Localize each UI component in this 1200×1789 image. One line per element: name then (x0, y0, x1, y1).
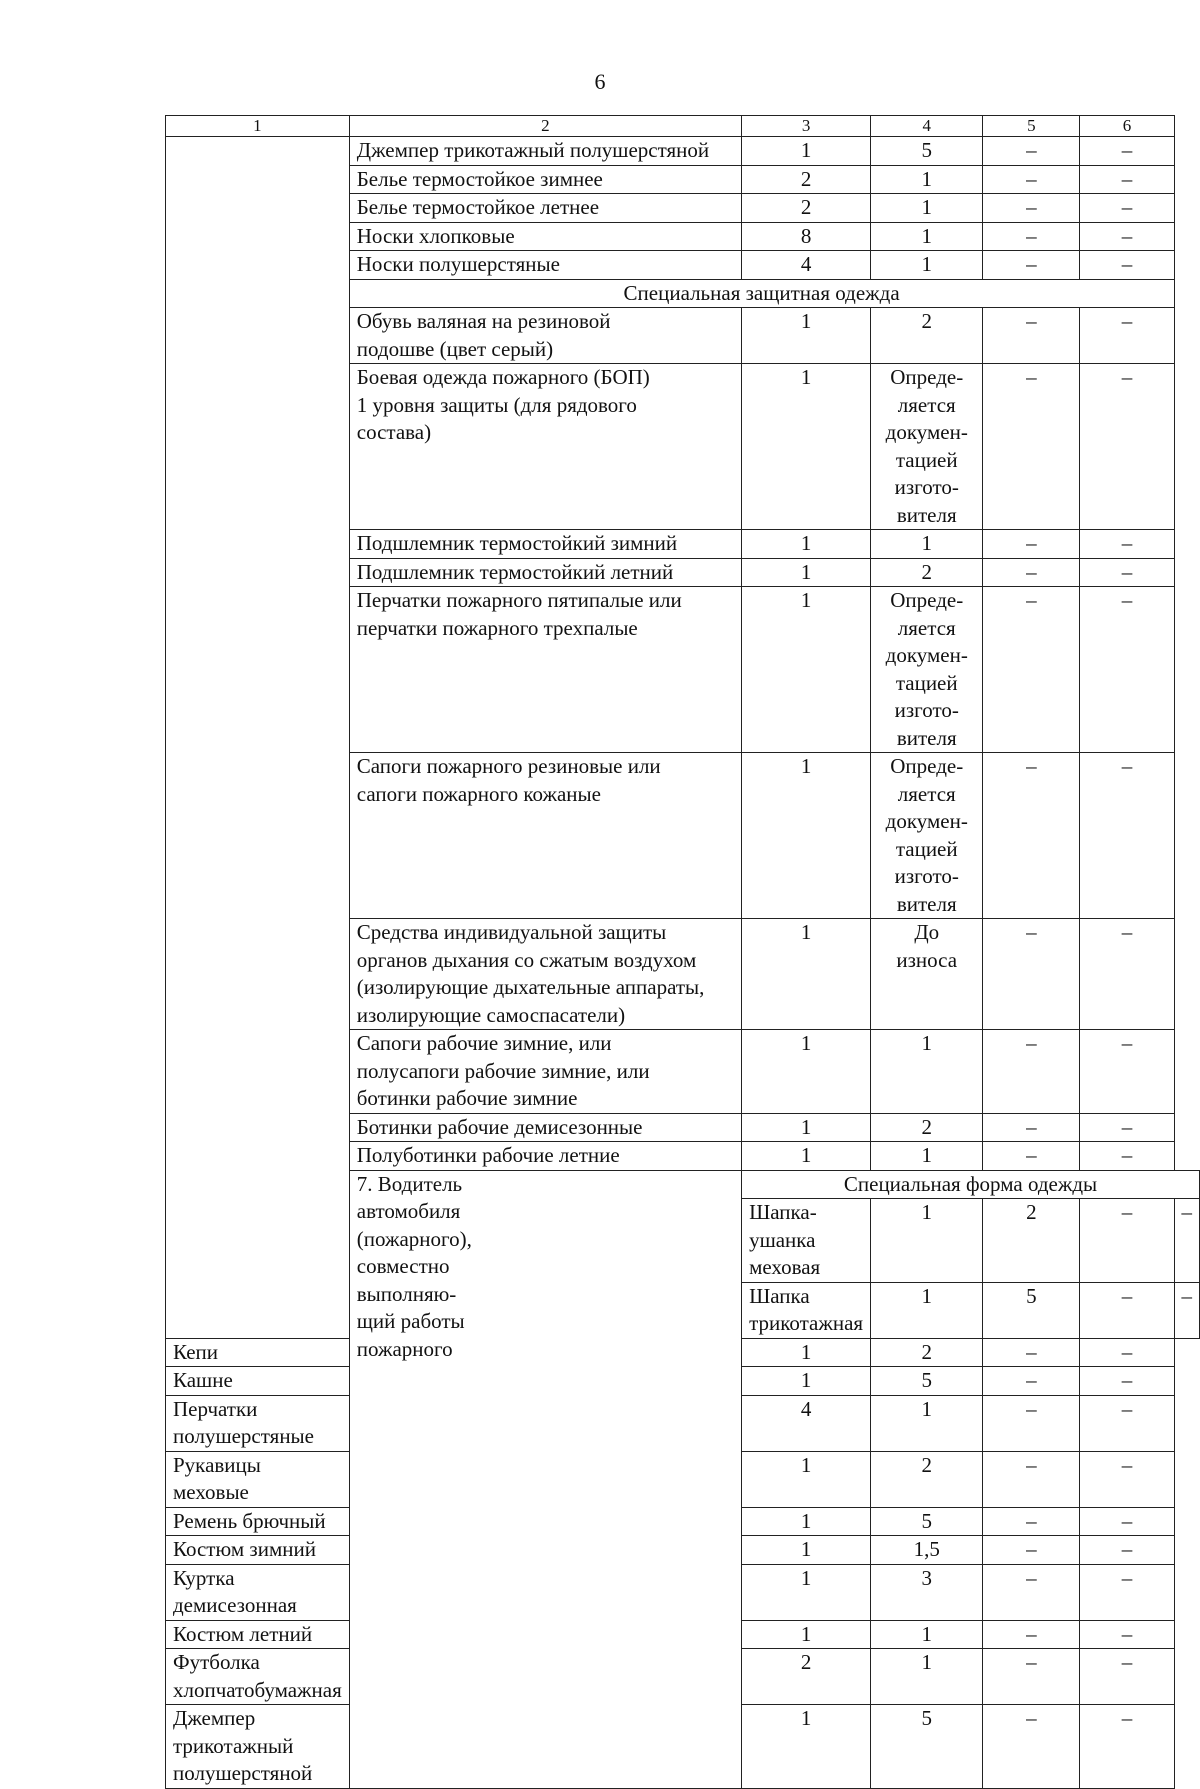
item-name: Перчатки полушерстяные (166, 1395, 350, 1451)
item-col6: – (1080, 222, 1174, 251)
item-name: Подшлемник термостойкий зимний (349, 530, 741, 559)
item-col6: – (1080, 530, 1174, 559)
item-name-line: полусапоги рабочие зимние, или (356, 1058, 650, 1083)
item-name (349, 919, 741, 1030)
item-term: 2 (871, 1338, 983, 1367)
item-name: Кепи (166, 1338, 350, 1367)
item-col6: – (1080, 1649, 1174, 1705)
item-name-line: изолирующие самоспасатели) (356, 1002, 626, 1027)
item-term: 2 (871, 1451, 983, 1507)
item-col6: – (1080, 1705, 1174, 1789)
item-qty: 1 (742, 1564, 871, 1620)
item-col6: – (1080, 753, 1174, 919)
item-col5: – (983, 919, 1080, 1030)
position-cell (349, 1170, 741, 1788)
item-term: 2 (871, 558, 983, 587)
item-col5: – (983, 194, 1080, 223)
item-col6: – (1080, 1142, 1174, 1171)
item-name: Носки полушерстяные (349, 251, 741, 280)
header-row (166, 116, 1200, 137)
item-name-line: состава) (356, 420, 432, 444)
item-col6: – (1080, 308, 1174, 364)
term-line: тацией (895, 447, 958, 472)
item-col5: – (983, 1705, 1080, 1789)
item-term: 1 (871, 1620, 983, 1649)
item-qty: 1 (742, 1507, 871, 1536)
term-line: тацией (895, 670, 958, 695)
item-term: 1 (871, 222, 983, 251)
item-term: 2 (871, 1113, 983, 1142)
item-name-line: Сапоги рабочие зимние, или (356, 1031, 612, 1055)
item-qty: 1 (742, 919, 871, 1030)
item-qty: 4 (742, 251, 871, 280)
item-name: Подшлемник термостойкий летний (349, 558, 741, 587)
item-name: Куртка демисезонная (166, 1564, 350, 1620)
item-term: 5 (871, 1507, 983, 1536)
item-term: 1 (871, 1142, 983, 1171)
item-col6: – (1080, 194, 1174, 223)
item-col5: – (983, 1536, 1080, 1565)
position-line: 7. Водитель (356, 1171, 463, 1196)
item-col6: – (1080, 364, 1174, 530)
item-name: Костюм летний (166, 1620, 350, 1649)
norms-table (165, 115, 1200, 1789)
item-col5: – (1080, 1199, 1174, 1283)
item-qty: 1 (742, 558, 871, 587)
item-name: Белье термостойкое летнее (349, 194, 741, 223)
item-qty: 1 (742, 753, 871, 919)
item-qty: 1 (742, 1113, 871, 1142)
item-term: 3 (871, 1564, 983, 1620)
term-line: вителя (896, 725, 957, 750)
item-col6: – (1174, 1199, 1200, 1283)
item-col6: – (1080, 919, 1174, 1030)
item-qty: 1 (742, 1367, 871, 1396)
item-col6: – (1080, 1536, 1174, 1565)
section-subheading: Специальная защитная одежда (349, 279, 1174, 308)
item-qty: 4 (742, 1395, 871, 1451)
item-qty: 1 (742, 1338, 871, 1367)
item-qty: 1 (871, 1282, 983, 1338)
term-line: Опреде- (890, 588, 964, 612)
item-qty: 1 (742, 1705, 871, 1789)
item-col6: – (1080, 1507, 1174, 1536)
item-name: Ремень брючный (166, 1507, 350, 1536)
item-name (349, 1030, 741, 1114)
item-term (871, 919, 983, 1030)
table-row (166, 137, 1200, 166)
term-line: ляется (897, 392, 956, 417)
item-col5: – (983, 753, 1080, 919)
item-col5: – (983, 587, 1080, 753)
item-name: Белье термостойкое зимнее (349, 165, 741, 194)
item-col6: – (1080, 1395, 1174, 1451)
item-qty: 1 (742, 1620, 871, 1649)
item-name-line: Обувь валяная на резиновой (356, 309, 611, 333)
item-name: Шапка-ушанка меховая (742, 1199, 871, 1283)
term-line: тацией (895, 836, 958, 861)
item-col5: – (983, 1367, 1080, 1396)
item-name: Носки хлопковые (349, 222, 741, 251)
item-term: 5 (983, 1282, 1080, 1338)
item-name (349, 308, 741, 364)
header-col-5: 5 (983, 116, 1080, 137)
position-line: выполняю- (356, 1281, 457, 1306)
item-term: 1 (871, 251, 983, 280)
item-name: Кашне (166, 1367, 350, 1396)
item-term (871, 587, 983, 753)
item-name: Джемпер трикотажный полушерстяной (349, 137, 741, 166)
item-col5: – (983, 530, 1080, 559)
item-term: 1 (871, 1395, 983, 1451)
header-col-2: 2 (349, 116, 741, 137)
item-qty: 1 (871, 1199, 983, 1283)
item-term: 5 (871, 1705, 983, 1789)
item-col6: – (1080, 587, 1174, 753)
item-term: 1 (871, 1030, 983, 1114)
term-line: ляется (897, 781, 956, 806)
header-col-3: 3 (742, 116, 871, 137)
item-qty: 1 (742, 587, 871, 753)
item-name-line: 1 уровня защиты (для рядового (356, 392, 637, 417)
item-qty: 1 (742, 1142, 871, 1171)
item-name: Футболка хлопчатобумажная (166, 1649, 350, 1705)
item-term: 5 (871, 137, 983, 166)
item-col5: – (983, 1649, 1080, 1705)
position-line: пожарного (356, 1336, 453, 1361)
position-cell-empty (166, 137, 350, 1339)
item-term: 5 (871, 1367, 983, 1396)
term-line: Опреде- (890, 365, 964, 389)
term-line: ляется (897, 615, 956, 640)
item-name-line: (изолирующие дыхательные аппараты, (356, 975, 705, 999)
item-col6: – (1080, 1564, 1174, 1620)
item-col6: – (1080, 1620, 1174, 1649)
item-name-line: Сапоги пожарного резиновые или (356, 754, 661, 778)
item-term: 1 (871, 165, 983, 194)
item-col5: – (983, 1142, 1080, 1171)
item-col6: – (1080, 1451, 1174, 1507)
term-line: Опреде- (890, 754, 964, 778)
item-col6: – (1174, 1282, 1200, 1338)
term-line: изгото- (894, 698, 959, 722)
item-term: 1,5 (871, 1536, 983, 1565)
item-name: Костюм зимний (166, 1536, 350, 1565)
term-line: До (914, 920, 940, 944)
item-qty: 8 (742, 222, 871, 251)
item-term: 1 (871, 530, 983, 559)
header-col-1: 1 (166, 116, 350, 137)
item-term: 2 (983, 1199, 1080, 1283)
item-qty: 2 (742, 165, 871, 194)
term-line: вителя (896, 891, 957, 916)
item-term: 1 (871, 1649, 983, 1705)
item-qty: 1 (742, 1030, 871, 1114)
item-col5: – (983, 222, 1080, 251)
item-qty: 1 (742, 137, 871, 166)
header-col-4: 4 (871, 116, 983, 137)
item-col5: – (983, 364, 1080, 530)
term-line: докумен- (885, 420, 968, 444)
item-col5: – (983, 165, 1080, 194)
item-col6: – (1080, 165, 1174, 194)
item-qty: 2 (742, 194, 871, 223)
item-col5: – (983, 1620, 1080, 1649)
item-col6: – (1080, 251, 1174, 280)
item-name: Ботинки рабочие демисезонные (349, 1113, 741, 1142)
header-col-6: 6 (1080, 116, 1174, 137)
item-qty: 1 (742, 364, 871, 530)
term-line: докумен- (885, 643, 968, 667)
section-subheading: Специальная форма одежды (742, 1170, 1200, 1199)
item-col5: – (983, 251, 1080, 280)
item-qty: 1 (742, 530, 871, 559)
term-line: изгото- (894, 864, 959, 888)
term-line: вителя (896, 502, 957, 527)
term-line: докумен- (885, 809, 968, 833)
item-col5: – (983, 1507, 1080, 1536)
item-qty: 1 (742, 1451, 871, 1507)
item-col6: – (1080, 558, 1174, 587)
item-name-line: ботинки рабочие зимние (356, 1086, 578, 1110)
item-name: Джемпер трикотажный полушерстяной (166, 1705, 350, 1789)
item-col5: – (983, 308, 1080, 364)
item-col5: – (983, 1564, 1080, 1620)
item-name: Полуботинки рабочие летние (349, 1142, 741, 1171)
item-col6: – (1080, 137, 1174, 166)
item-term: 1 (871, 194, 983, 223)
item-col5: – (1080, 1282, 1174, 1338)
term-line: изгото- (894, 475, 959, 499)
item-name (349, 753, 741, 919)
page-number: 6 (594, 69, 606, 94)
item-name: Шапка трикотажная (742, 1282, 871, 1338)
item-qty: 1 (742, 1536, 871, 1565)
item-col6: – (1080, 1113, 1174, 1142)
position-line: автомобиля (356, 1199, 461, 1223)
item-name-line: органов дыхания со сжатым воздухом (356, 947, 697, 972)
item-col6: – (1080, 1367, 1174, 1396)
item-name-line: перчатки пожарного трехпалые (356, 615, 638, 640)
item-name (349, 587, 741, 753)
item-qty: 1 (742, 308, 871, 364)
item-term: 2 (871, 308, 983, 364)
item-col5: – (983, 1338, 1080, 1367)
item-col5: – (983, 558, 1080, 587)
item-name-line: сапоги пожарного кожаные (356, 781, 601, 806)
item-col5: – (983, 137, 1080, 166)
position-line: совместно (356, 1254, 450, 1278)
item-col5: – (983, 1395, 1080, 1451)
item-col5: – (983, 1030, 1080, 1114)
item-qty: 2 (742, 1649, 871, 1705)
item-col5: – (983, 1113, 1080, 1142)
item-term (871, 364, 983, 530)
item-name (349, 364, 741, 530)
item-name-line: подошве (цвет серый) (356, 336, 554, 361)
term-line: износа (896, 947, 958, 972)
item-name-line: Средства индивидуальной защиты (356, 920, 667, 944)
position-line: (пожарного), (356, 1226, 472, 1251)
item-term (871, 753, 983, 919)
item-name: Рукавицы меховые (166, 1451, 350, 1507)
item-col6: – (1080, 1338, 1174, 1367)
position-line: щий работы (356, 1309, 465, 1333)
item-name-line: Перчатки пожарного пятипалые или (356, 588, 682, 612)
item-name-line: Боевая одежда пожарного (БОП) (356, 365, 650, 389)
item-col6: – (1080, 1030, 1174, 1114)
item-col5: – (983, 1451, 1080, 1507)
